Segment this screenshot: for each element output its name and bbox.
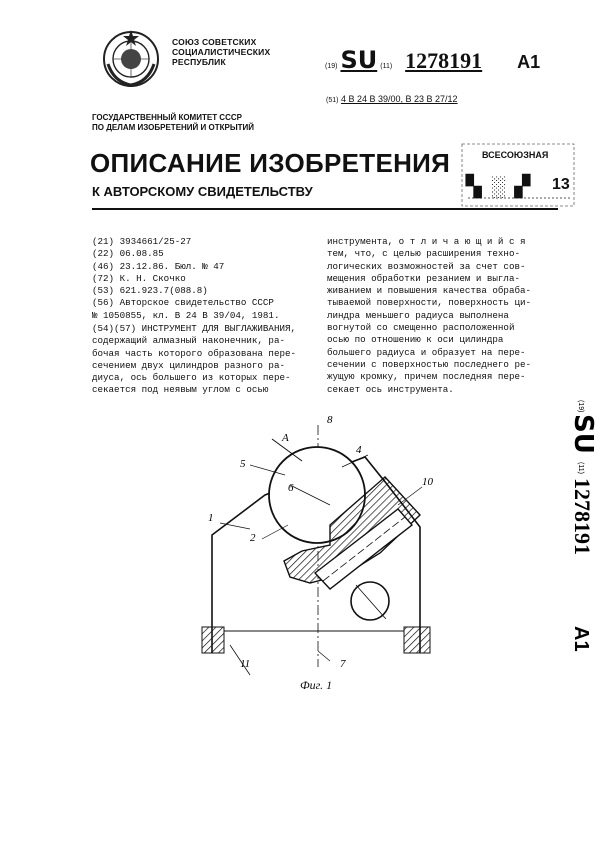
vertical-patent-number: 1278191 — [570, 478, 595, 555]
abstract-line: жущую кромку, причем последняя пере- — [327, 371, 526, 383]
label-6: 6 — [288, 482, 294, 494]
code-51: (51) — [326, 97, 339, 104]
biblio-line: (56) Авторское свидетельство СССР — [92, 297, 274, 309]
code-19: (19) — [325, 63, 338, 70]
biblio-line: № 1050855, кл. В 24 В 39/04, 1981. — [92, 309, 280, 321]
kind-code: A1 — [517, 52, 541, 72]
country-code: SU — [340, 46, 378, 74]
vertical-kind-code: A1 — [570, 626, 592, 652]
ipc-classification — [326, 94, 458, 104]
vertical-code-11: (11) — [577, 462, 584, 474]
abstract-line: бочая часть которого образована пере- — [92, 347, 296, 359]
library-stamp — [460, 140, 578, 210]
label-10: 10 — [422, 476, 433, 488]
vertical-publication-number — [549, 400, 598, 670]
abstract-line: (54)(57) ИНСТРУМЕНТ ДЛЯ ВЫГЛАЖИВАНИЯ, — [92, 323, 296, 334]
abstract-left-column — [92, 323, 317, 397]
abstract-line: линдра меньшего радиуса выполнена — [327, 309, 509, 321]
union-name — [172, 37, 270, 67]
right-flange — [404, 627, 430, 653]
biblio-line: (72) К. Н. Скочко — [92, 272, 186, 284]
stamp-digits: 13 — [552, 176, 570, 193]
union-line: СОЦИАЛИСТИЧЕСКИХ — [172, 47, 271, 57]
label-8: 8 — [327, 414, 333, 426]
union-line: СОЮЗ СОВЕТСКИХ — [172, 37, 257, 47]
abstract-line: живанием и повышения качества обраба- — [327, 285, 531, 297]
biblio-line: (46) 23.12.86. Бюл. № 47 — [92, 260, 225, 272]
abstract-line: тем, что, с целью расширения техно- — [327, 248, 520, 260]
abstract-line: тываемой поверхности, поверхность ци- — [327, 297, 531, 309]
abstract-line: вогнутой со смещенно расположенной — [327, 322, 515, 334]
label-11: 11 — [240, 658, 251, 670]
bibliographic-data — [92, 236, 312, 322]
abstract-line: инструмента, о т л и ч а ю щ и й с я — [327, 236, 526, 247]
biblio-line: (22) 06.08.85 — [92, 248, 164, 260]
document-subtitle: К АВТОРСКОМУ СВИДЕТЕЛЬСТВУ — [92, 184, 313, 199]
abstract-line: содержащий алмазный наконечник, ра- — [92, 335, 285, 347]
abstract-right-column — [327, 236, 552, 396]
label-7: 7 — [340, 658, 346, 670]
label-2: 2 — [250, 532, 256, 544]
committee-name — [92, 113, 254, 133]
abstract-line: логических возможностей за счет сов- — [327, 260, 526, 272]
abstract-line: осью по отношению к оси цилиндра — [327, 334, 504, 346]
committee-line: ГОСУДАРСТВЕННЫЙ КОМИТЕТ СССР — [92, 113, 242, 122]
abstract-line: большего радиуса и образует на пере- — [327, 346, 526, 358]
label-4: 4 — [356, 444, 362, 456]
label-1: 1 — [208, 512, 214, 524]
stamp-garbled: ▚ ░ ▞ — [466, 176, 533, 198]
figure-caption: Фиг. 1 — [300, 678, 333, 692]
committee-line: ПО ДЕЛАМ ИЗОБРЕТЕНИЙ И ОТКРЫТИЙ — [92, 123, 255, 132]
left-flange — [202, 627, 224, 653]
label-5: 5 — [240, 458, 246, 470]
figure-1-drawing — [190, 405, 440, 695]
ipc-text: 4 В 24 В 39/00, В 23 В 27/12 — [340, 94, 458, 104]
ussr-emblem-icon — [100, 28, 162, 90]
biblio-line: (53) 621.923.7(088.8) — [92, 285, 208, 297]
publication-number — [325, 46, 540, 74]
abstract-line: секает ось инструмента. — [327, 383, 454, 395]
code-11: (11) — [380, 63, 393, 70]
abstract-line: сечением двух цилиндров разного ра- — [92, 359, 285, 371]
label-A: A — [282, 432, 289, 444]
patent-number: 1278191 — [405, 48, 483, 73]
abstract-line: диуса, ось большего из которых пере- — [92, 372, 291, 384]
abstract-line: сечении с поверхностью последнего ре- — [327, 358, 531, 370]
biblio-line: (21) 3934661/25-27 — [92, 236, 192, 247]
vertical-code-19: (19) — [577, 400, 584, 413]
vertical-country-code: SU — [568, 414, 598, 454]
abstract-line: секается под неявым углом с осью — [92, 384, 269, 396]
header-rule — [92, 208, 558, 210]
document-title: ОПИСАНИЕ ИЗОБРЕТЕНИЯ — [90, 148, 451, 178]
abstract-line: мещения обработки резанием и выгла- — [327, 272, 520, 284]
union-line: РЕСПУБЛИК — [172, 57, 226, 67]
stamp-text: ВСЕСОЮЗНАЯ — [482, 150, 549, 160]
